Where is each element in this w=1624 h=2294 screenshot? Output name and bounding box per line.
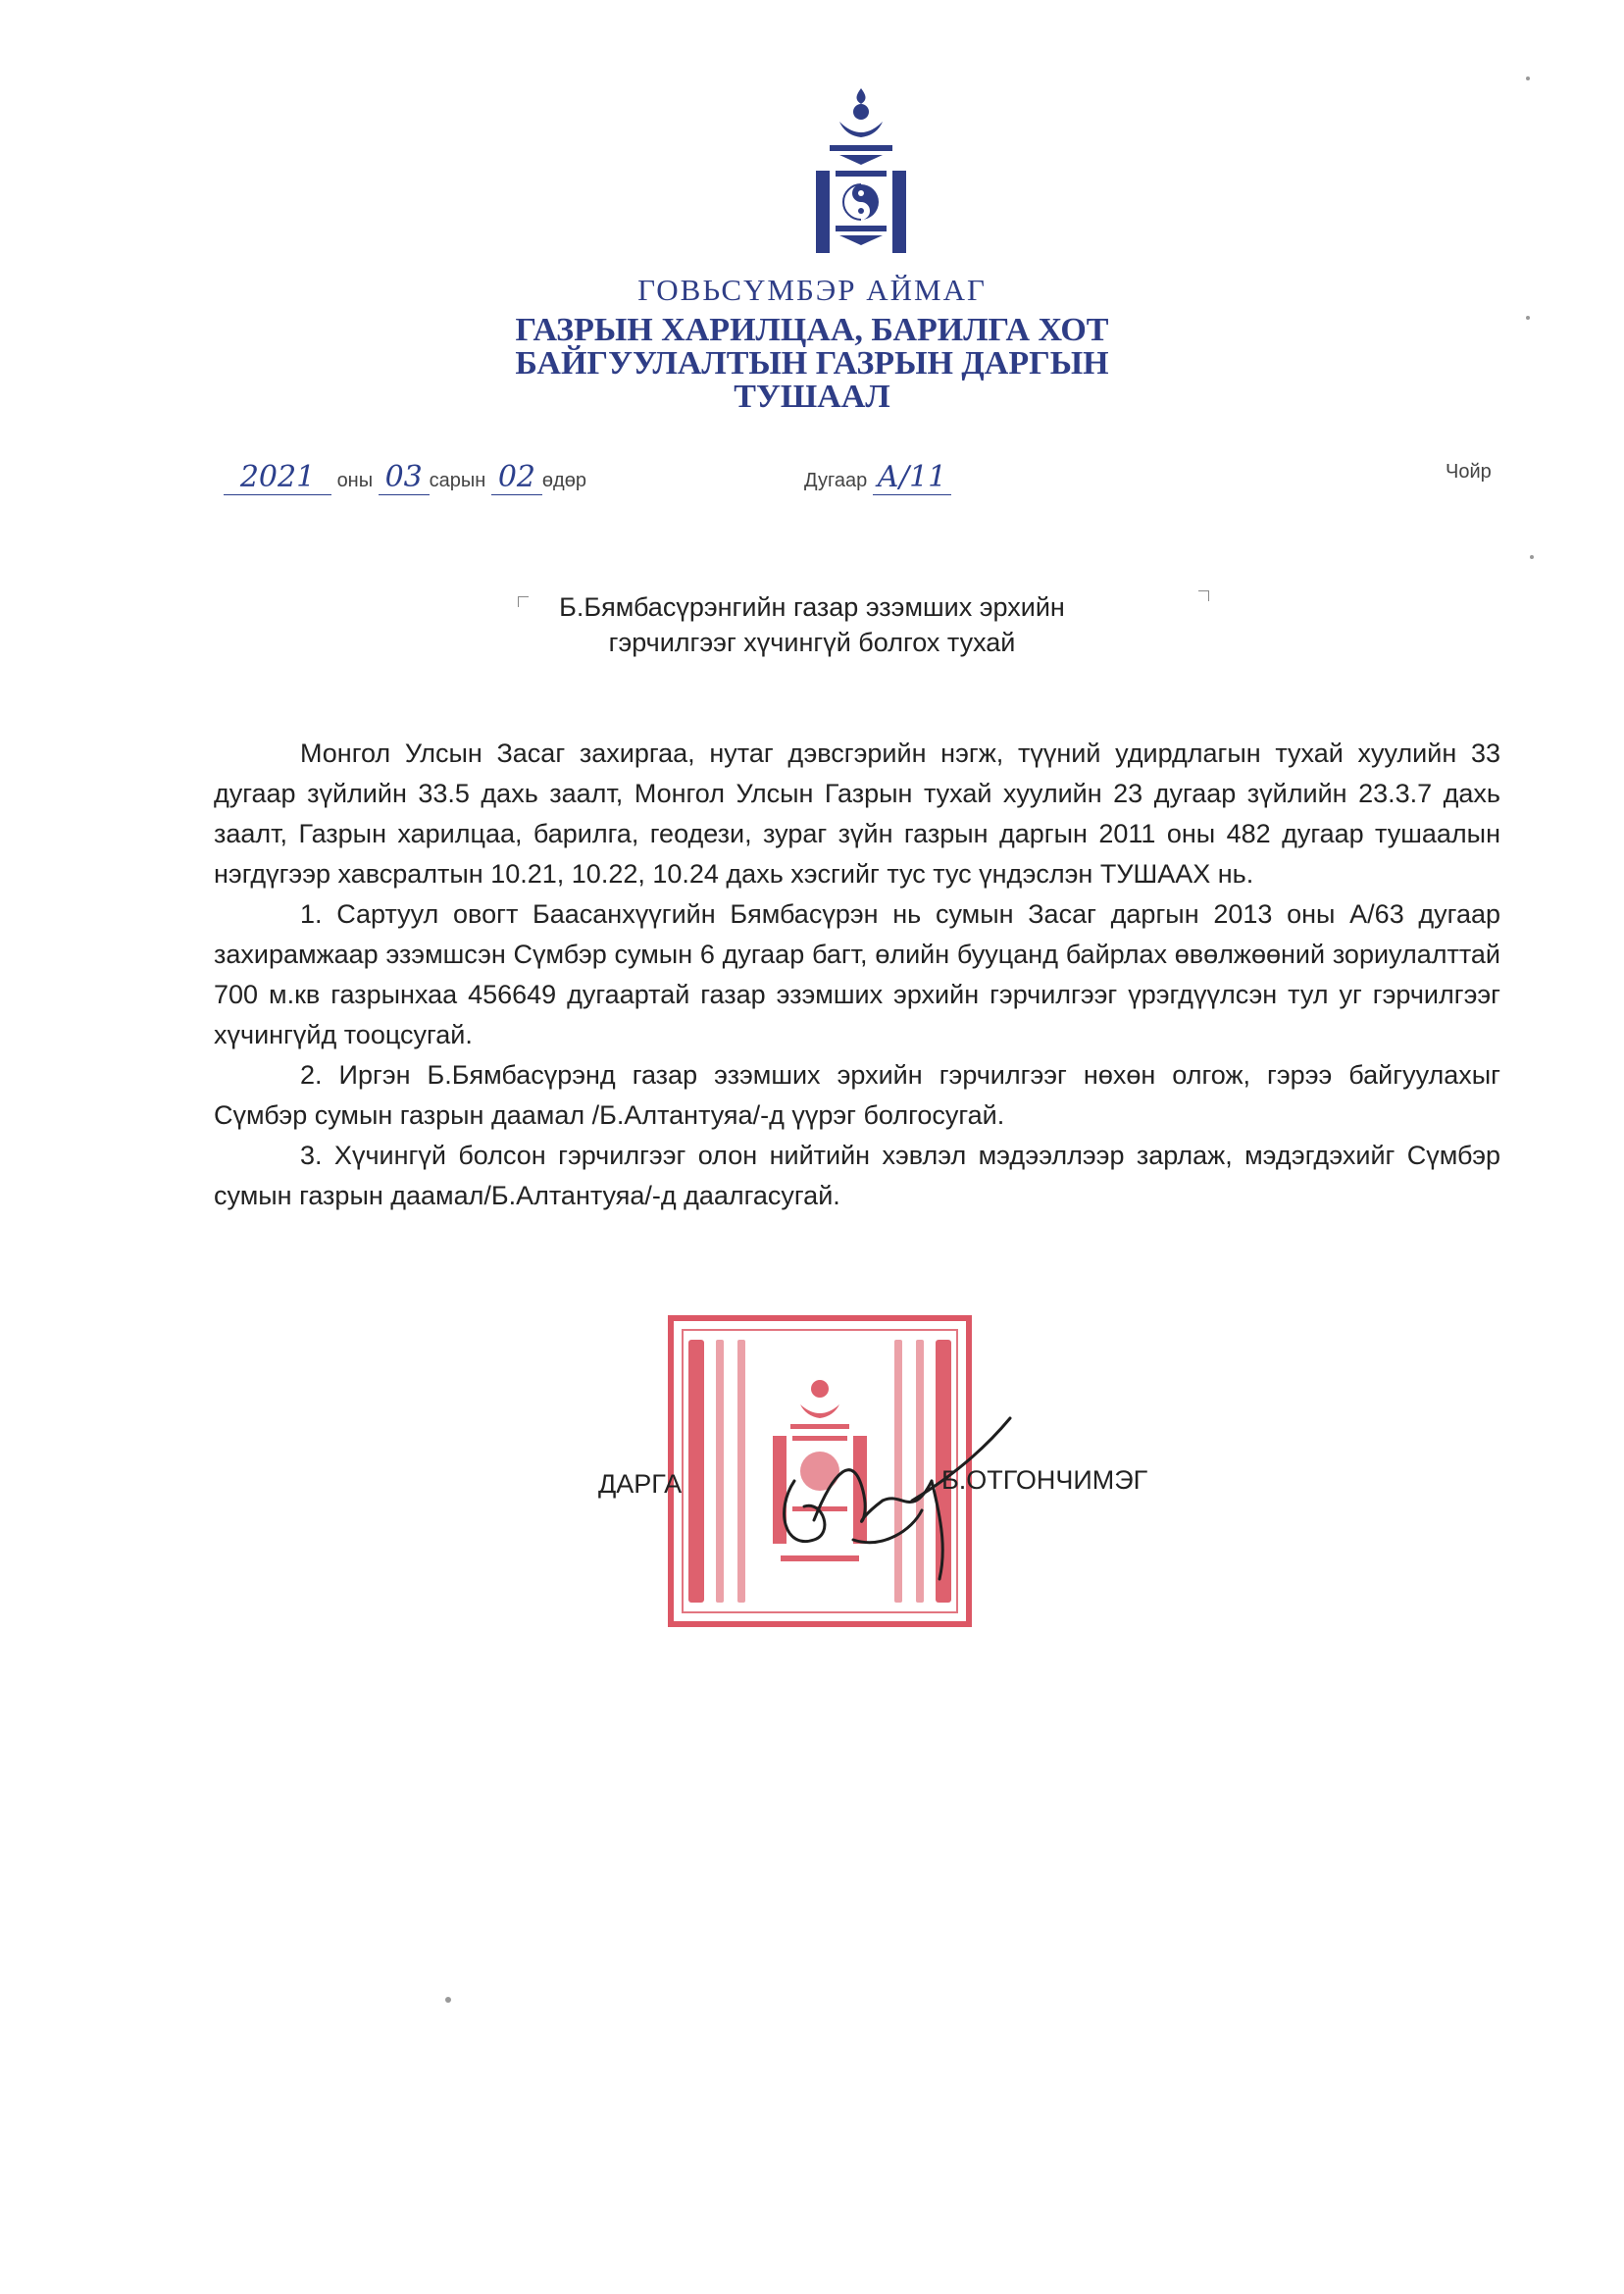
order-item-1: 1. Сартуул овогт Баасанхүүгийн Бямбасүрэн нь сумын Засаг даргын 2013 оны А/63 дугаар захирамжаар эзэмшсэн Сүмбэр сумын 6 дугаар багт, өлийн бууцанд байрлах өвөлжөөний зориулалттай 700 м.кв газрынхаа 456649 дугаартай газар эзэмших эрхийн гэрчилгээг үрэгдүүлсэн тул уг гэрчилгээг хүчингүйд тооцсугай. xyxy=(214,899,1500,1049)
scan-speck xyxy=(1526,76,1530,80)
preamble-paragraph: Монгол Улсын Засаг захиргаа, нутаг дэвсгэрийн нэгж, түүний удирдлагын тухай хуулийн 33 дугаар зүйлийн 33.5 дахь заалт, Монгол Улсын Газрын тухай хуулийн 23 дугаар зүйлийн 23.3.7 дахь заалт, Газрын харилцаа, барилга, геодези, зураг зүйн газрын даргын 2011 оны 482 дугаар тушаалын нэгдүгээр хавсралтын 10.21, 10.22, 10.24 дахь хэсгийг тус тус үндэслэн ТУШААХ нь. xyxy=(214,739,1500,889)
document-number xyxy=(804,461,951,495)
order-body xyxy=(214,734,1500,1216)
number-value: А/11 xyxy=(873,461,951,495)
date-month: 03 xyxy=(379,461,430,495)
region-name: ГОВЬСҮМБЭР АЙМАГ xyxy=(637,273,987,307)
subject-line-1: Б.Бямбасүрэнгийн газар эзэмших эрхийн xyxy=(559,592,1065,622)
number-label: Дугаар xyxy=(804,470,868,491)
date-day-suffix: өдөр xyxy=(541,470,586,491)
soyombo-emblem-icon xyxy=(816,86,906,253)
date-year-suffix: оны xyxy=(336,470,374,491)
organization-line-2: БАЙГУУЛАЛТЫН ГАЗРЫН ДАРГЫН xyxy=(515,345,1109,382)
date-month-suffix: сарын xyxy=(429,470,486,491)
date-day: 02 xyxy=(491,461,542,495)
document-type: ТУШААЛ xyxy=(734,379,890,415)
document-date xyxy=(224,461,586,495)
order-item-2: 2. Иргэн Б.Бямбасүрэнд газар эзэмших эрхийн гэрчилгээг нөхөн олгож, гэрээ байгуулахыг Сүмбэр сумын газрын даамал /Б.Алтантуяа/-д үүрэг болгосугай. xyxy=(214,1060,1500,1130)
scan-speck xyxy=(445,1997,451,2003)
document-place: Чойр xyxy=(1446,461,1492,483)
order-item-3: 3. Хүчингүй болсон гэрчилгээг олон нийтийн хэвлэл мэдээллээр зарлаж, мэдэгдэхийг Сүмбэр сумын газрын даамал/Б.Алтантуяа/-д даалгасугай. xyxy=(214,1141,1500,1210)
organization-line-1: ГАЗРЫН ХАРИЛЦАА, БАРИЛГА ХОТ xyxy=(515,312,1109,348)
scan-speck xyxy=(1526,316,1530,320)
signatory-name: Б.ОТГОНЧИМЭГ xyxy=(941,1465,1148,1495)
scan-speck xyxy=(1530,555,1534,559)
date-year: 2021 xyxy=(224,461,331,495)
subject-line-2: гэрчилгээг хүчингүй болгох тухай xyxy=(608,628,1016,657)
signatory-title: ДАРГА xyxy=(598,1469,683,1499)
handwritten-signature-icon xyxy=(765,1412,1020,1599)
